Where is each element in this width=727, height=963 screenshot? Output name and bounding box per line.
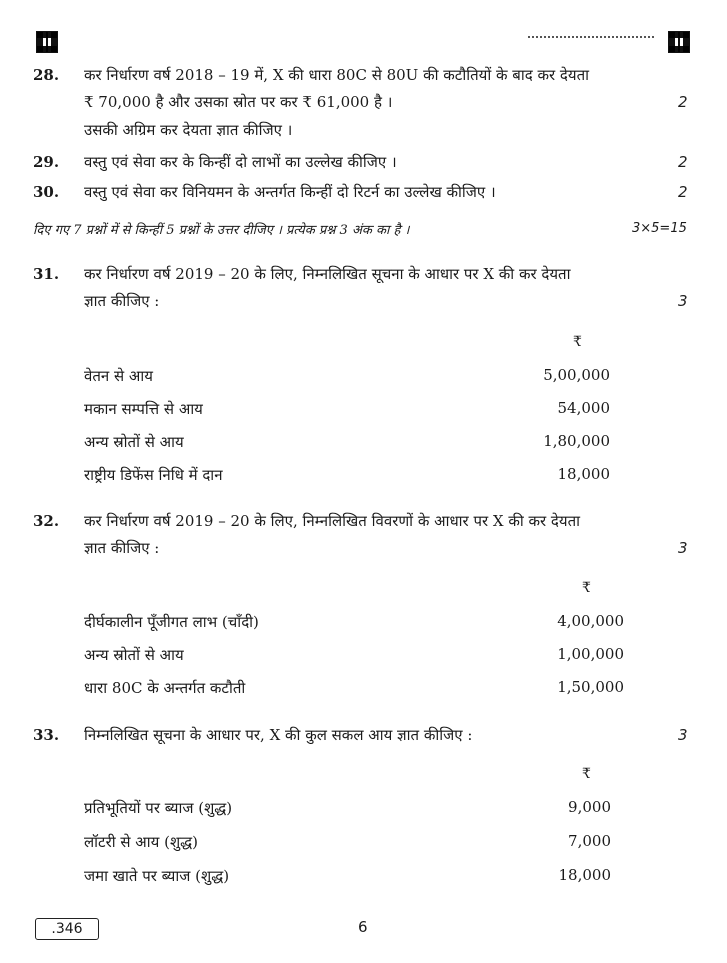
q31-row-value: 1,80,000 xyxy=(543,432,610,450)
q32-row-label: अन्य स्रोतों से आय xyxy=(84,646,184,664)
q33-row-value: 9,000 xyxy=(568,798,611,816)
q31-row-value: 5,00,000 xyxy=(543,366,610,384)
q28-marks: 2 xyxy=(678,93,688,111)
q33-line1: निम्नलिखित सूचना के आधार पर, X की कुल सकल आय ज्ञात कीजिए : xyxy=(84,726,473,744)
q32-currency-header: ₹ xyxy=(582,580,591,596)
q28-number: 28. xyxy=(33,66,60,84)
q29-text: वस्तु एवं सेवा कर के किन्हीं दो लाभों का उल्लेख कीजिए । xyxy=(84,153,397,171)
q29-number: 29. xyxy=(33,153,60,171)
q31-marks: 3 xyxy=(678,292,688,310)
q31-row-value: 54,000 xyxy=(557,399,610,417)
section-marks: 3×5=15 xyxy=(632,221,687,236)
page-number: 6 xyxy=(358,918,368,936)
q33-marks: 3 xyxy=(678,726,688,744)
q32-row-value: 1,00,000 xyxy=(557,645,624,663)
q31-row-value: 18,000 xyxy=(557,465,610,483)
q31-line1: कर निर्धारण वर्ष 2019 – 20 के लिए, निम्नलिखित सूचना के आधार पर X की कर देयता xyxy=(84,265,571,283)
q31-row-label: मकान सम्पत्ति से आय xyxy=(84,400,203,418)
q31-number: 31. xyxy=(33,265,60,283)
q28-line2: ₹ 70,000 है और उसका स्रोत पर कर ₹ 61,000 है । xyxy=(84,93,393,111)
q33-row-label: प्रतिभूतियों पर ब्याज (शुद्ध) xyxy=(84,799,233,817)
q31-row-label: अन्य स्रोतों से आय xyxy=(84,433,184,451)
qr-code-left-icon xyxy=(36,31,58,53)
q31-line2: ज्ञात कीजिए : xyxy=(84,292,160,310)
q30-marks: 2 xyxy=(678,183,688,201)
qr-code-right-icon xyxy=(668,31,690,53)
q32-number: 32. xyxy=(33,512,60,530)
q32-row-value: 4,00,000 xyxy=(557,612,624,630)
q32-marks: 3 xyxy=(678,539,688,557)
q30-number: 30. xyxy=(33,183,60,201)
q33-row-value: 7,000 xyxy=(568,832,611,850)
q31-row-label: राष्ट्रीय डिफेंस निधि में दान xyxy=(84,466,223,484)
q31-row-label: वेतन से आय xyxy=(84,367,153,385)
paper-code-box: .346 xyxy=(35,918,99,940)
q32-row-label: धारा 80C के अन्तर्गत कटौती xyxy=(84,679,246,697)
q28-line1: कर निर्धारण वर्ष 2018 – 19 में, X की धारा 80C से 80U की कटौतियों के बाद कर देयता xyxy=(84,66,590,84)
section-instruction: दिए गए 7 प्रश्नों में से किन्हीं 5 प्रश्नों के उत्तर दीजिए । प्रत्येक प्रश्न 3 अंक का है । xyxy=(33,223,410,238)
q33-row-label: लॉटरी से आय (शुद्ध) xyxy=(84,833,198,851)
q33-currency-header: ₹ xyxy=(582,766,591,782)
q30-text: वस्तु एवं सेवा कर विनियमन के अन्तर्गत किन्हीं दो रिटर्न का उल्लेख कीजिए । xyxy=(84,183,496,201)
q33-row-label: जमा खाते पर ब्याज (शुद्ध) xyxy=(84,867,230,885)
q32-line1: कर निर्धारण वर्ष 2019 – 20 के लिए, निम्नलिखित विवरणों के आधार पर X की कर देयता xyxy=(84,512,581,530)
q33-number: 33. xyxy=(33,726,60,744)
q32-line2: ज्ञात कीजिए : xyxy=(84,539,160,557)
q32-row-value: 1,50,000 xyxy=(557,678,624,696)
q32-row-label: दीर्घकालीन पूँजीगत लाभ (चाँदी) xyxy=(84,613,259,631)
q28-line3: उसकी अग्रिम कर देयता ज्ञात कीजिए । xyxy=(84,121,293,139)
header-rule xyxy=(528,36,654,38)
q29-marks: 2 xyxy=(678,153,688,171)
q33-row-value: 18,000 xyxy=(558,866,611,884)
q31-currency-header: ₹ xyxy=(573,334,582,350)
